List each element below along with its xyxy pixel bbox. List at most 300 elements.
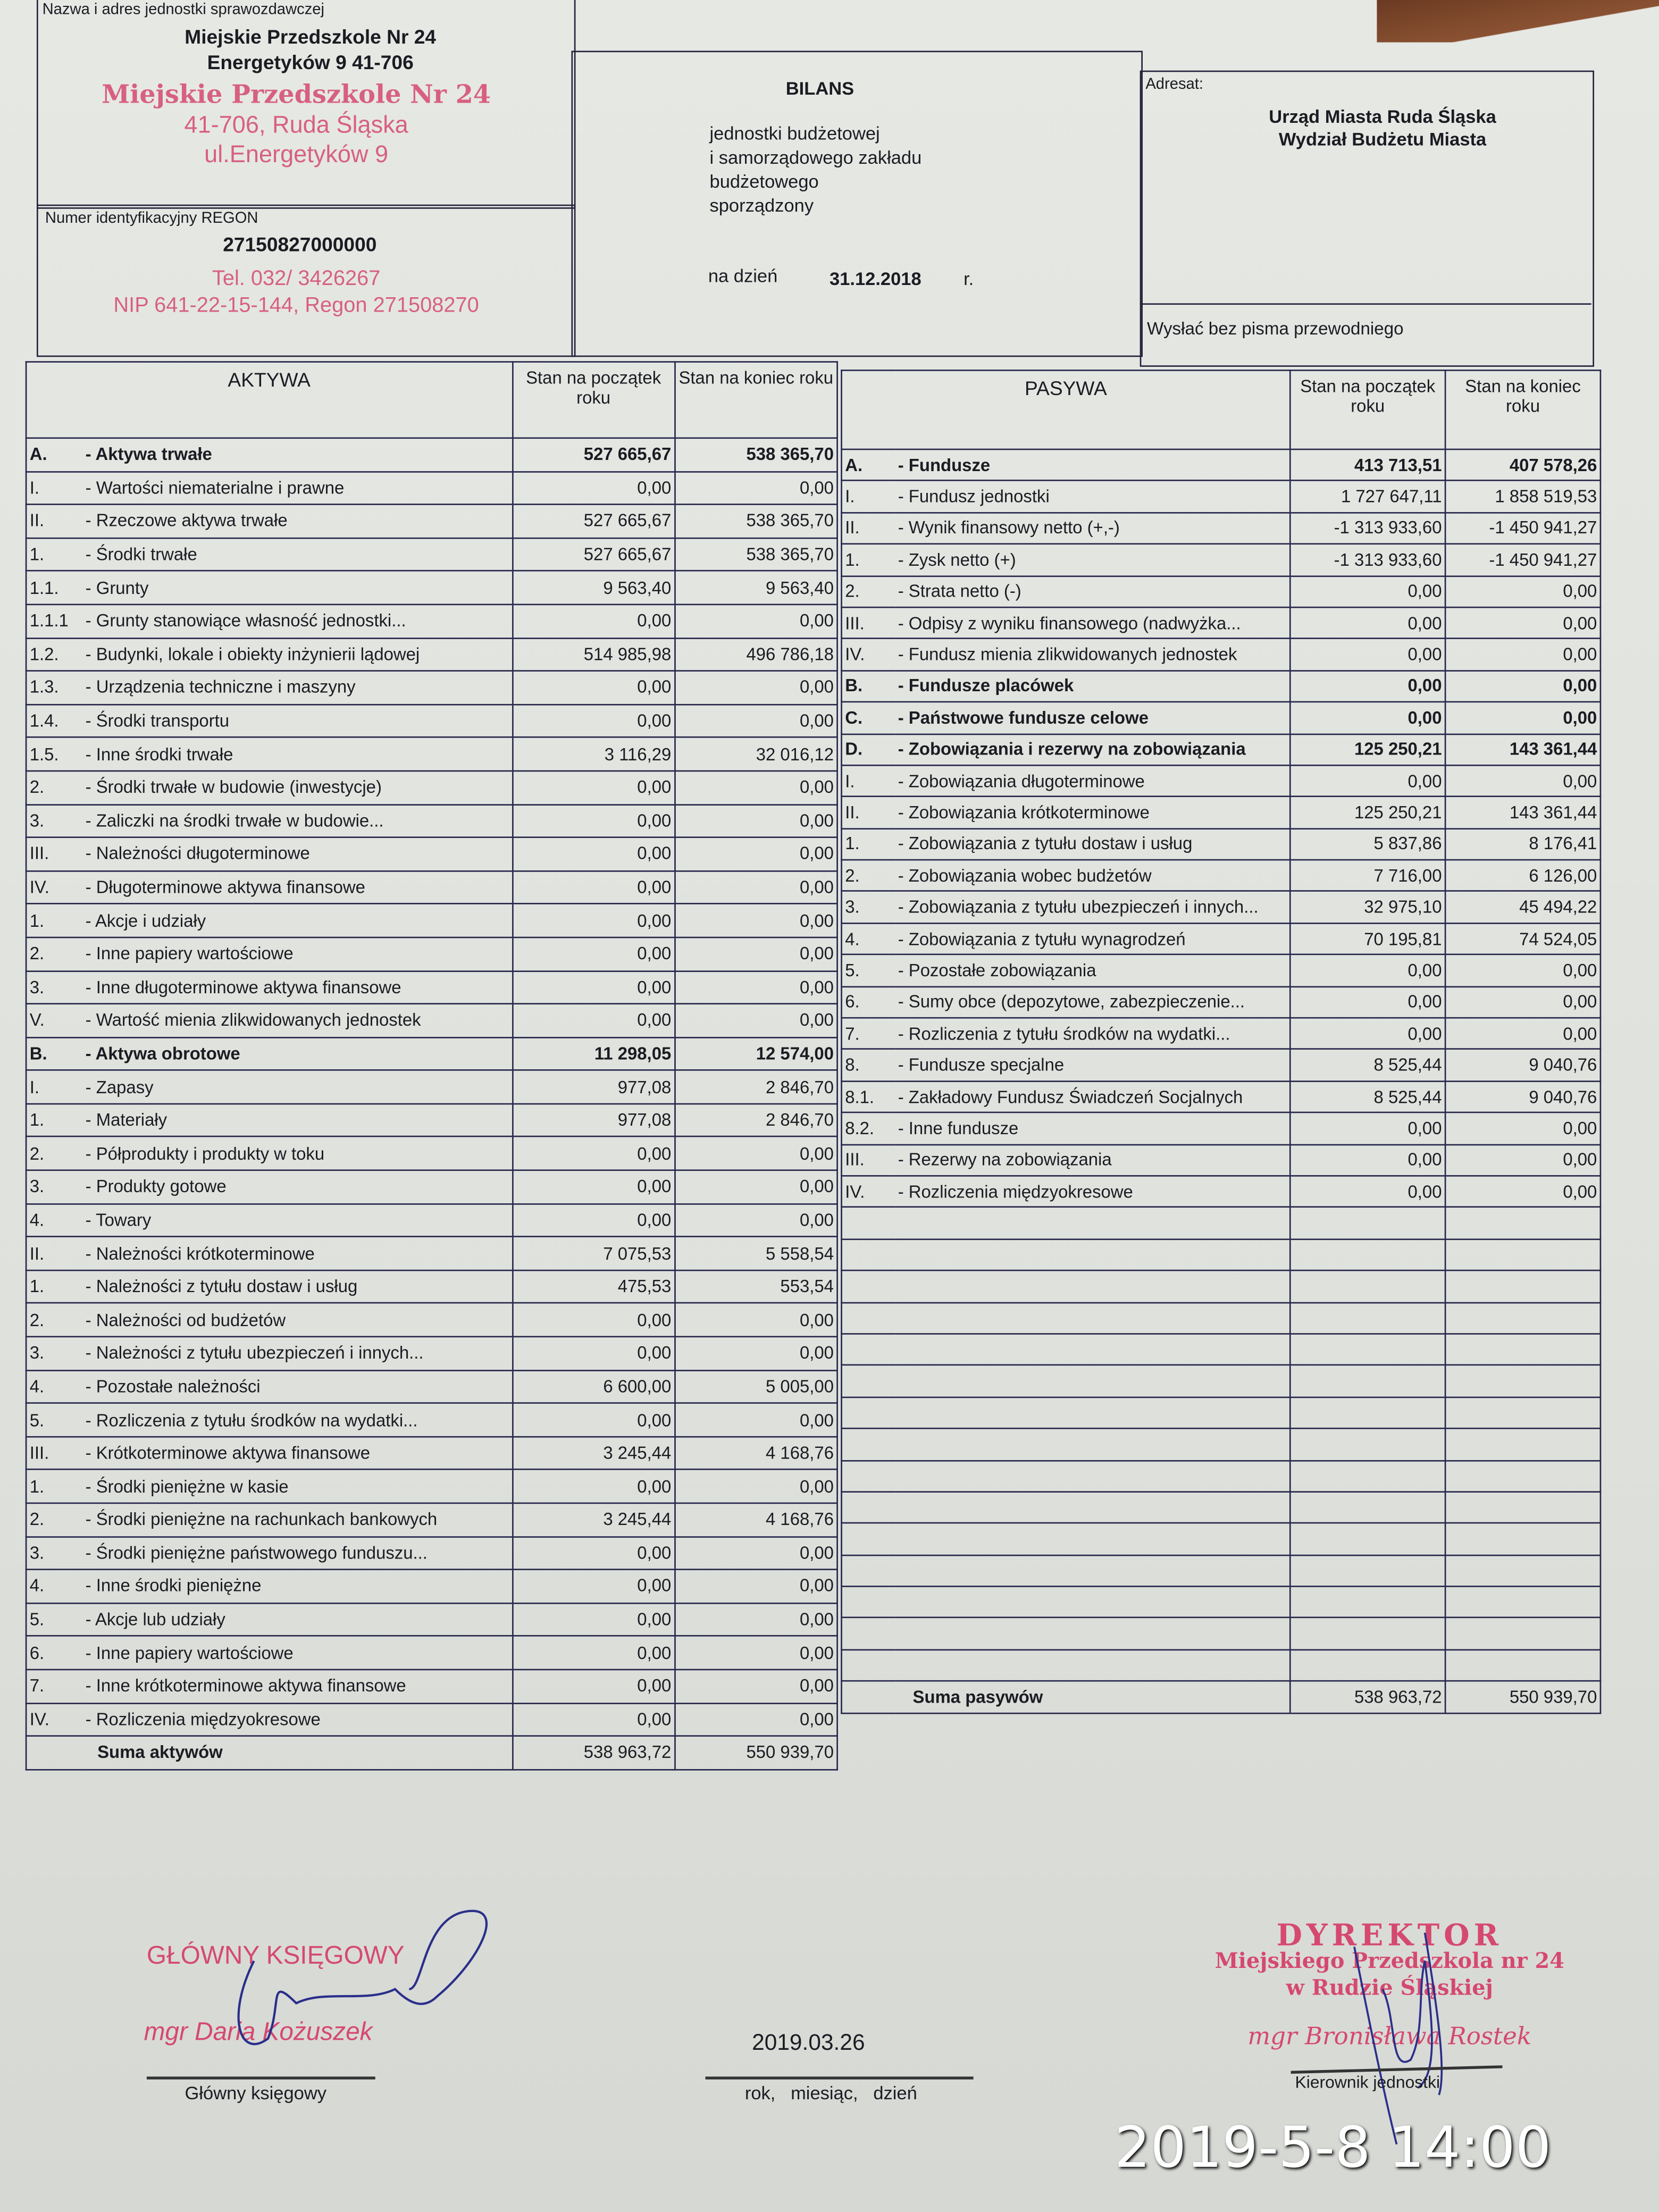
empty-cell [1445, 1555, 1601, 1586]
row-label: - Pozostałe zobowiązania [895, 954, 1290, 986]
row-end-value: 1 858 519,53 [1445, 481, 1601, 512]
row-code: B. [842, 671, 895, 702]
table-row [842, 576, 1601, 607]
empty-cell [842, 1555, 1291, 1586]
background-wood [1377, 0, 1659, 43]
empty-cell [1290, 1555, 1445, 1586]
empty-cell [1445, 1523, 1601, 1555]
row-code: IV. [842, 639, 895, 670]
table-row [842, 1144, 1601, 1176]
document-title: BILANS [785, 77, 854, 99]
row-code: 8.2. [842, 1113, 895, 1144]
row-label: - Rezerwy na zobowiązania [895, 1144, 1290, 1176]
director-label: Kierownik jednostki [1295, 2072, 1440, 2092]
row-label: - Aktywa trwałe [82, 438, 512, 472]
table-row [26, 1670, 837, 1703]
row-code: V. [26, 1004, 82, 1037]
table-row [842, 1050, 1601, 1081]
table-row [26, 1237, 837, 1270]
row-label: - Sumy obce (depozytowe, zabezpieczenie... [895, 986, 1290, 1018]
accountant-signature-icon [212, 1905, 508, 2060]
row-end-value: 9 563,40 [675, 571, 837, 605]
table-row [26, 1703, 837, 1736]
row-start-value: 475,53 [512, 1270, 675, 1304]
date-label: rok, miesiąc, dzień [744, 2082, 917, 2104]
row-end-value: 496 786,18 [675, 638, 837, 671]
row-label: - Zaliczki na środki trwałe w budowie... [82, 804, 512, 837]
table-row [26, 1137, 837, 1170]
row-end-value: 45 494,22 [1445, 892, 1601, 923]
liabilities-table [841, 370, 1601, 1713]
empty-row [842, 1649, 1601, 1681]
empty-row [842, 1460, 1601, 1492]
row-start-value: 0,00 [512, 471, 675, 505]
row-start-value: 0,00 [1290, 576, 1445, 607]
row-code: III. [842, 607, 895, 639]
row-code: 4. [842, 923, 895, 954]
empty-cell [1290, 1429, 1445, 1460]
subtitle-line: budżetowego [709, 171, 819, 192]
table-row [26, 1270, 837, 1304]
row-end-value: 143 361,44 [1445, 797, 1601, 828]
row-end-value: 0,00 [1445, 576, 1601, 607]
empty-cell [1290, 1302, 1445, 1334]
row-code: 3. [26, 970, 82, 1004]
row-code: 8. [842, 1050, 895, 1081]
row-label: - Zobowiązania długoterminowe [895, 765, 1290, 797]
row-label: - Zapasy [82, 1070, 512, 1104]
report-date: 31.12.2018 [830, 268, 921, 289]
table-row [842, 765, 1601, 797]
table-row [842, 449, 1601, 481]
row-end-value: 0,00 [1445, 765, 1601, 797]
row-label: - Wartość mienia zlikwidowanych jednostek [82, 1004, 512, 1037]
assets-col-start: Stan na początek roku [512, 362, 675, 438]
row-code: 2. [26, 1137, 82, 1170]
accountant-signature-line [147, 2076, 375, 2079]
liabilities-col-start: Stan na początek roku [1290, 370, 1445, 449]
row-code: 1. [26, 1270, 82, 1304]
date-signature-line [706, 2076, 974, 2079]
row-code: II. [26, 1237, 82, 1270]
empty-cell [1290, 1587, 1445, 1618]
row-code: 1.4. [26, 705, 82, 738]
stamp-line: ul.Energetyków 9 [204, 141, 389, 168]
empty-cell [1445, 1397, 1601, 1428]
date-suffix: r. [963, 268, 974, 289]
row-label: - Rozliczenia z tytułu środków na wydatki... [895, 1018, 1290, 1049]
row-label: - Fundusze [895, 449, 1290, 481]
row-end-value: 2 846,70 [675, 1104, 837, 1137]
row-start-value: 70 195,81 [1290, 923, 1445, 954]
unit-stamp-contact [56, 265, 536, 319]
row-end-value: 538 365,70 [675, 505, 837, 538]
table-row [842, 544, 1601, 575]
empty-row [842, 1334, 1601, 1365]
row-code: 2. [26, 1503, 82, 1537]
empty-cell [1445, 1649, 1601, 1681]
row-label: - Produkty gotowe [82, 1170, 512, 1204]
table-row [842, 797, 1601, 828]
row-code: 2. [842, 860, 895, 891]
row-code: A. [842, 449, 895, 481]
row-start-value: 0,00 [512, 1470, 675, 1503]
row-start-value: 0,00 [512, 937, 675, 971]
row-end-value: 12 574,00 [675, 1037, 837, 1071]
row-label: - Pozostałe należności [82, 1370, 512, 1403]
empty-cell [1290, 1649, 1445, 1681]
row-start-value: 0,00 [512, 1403, 675, 1437]
row-code: III. [26, 1437, 82, 1470]
empty-cell [1445, 1587, 1601, 1618]
row-end-value: 0,00 [675, 804, 837, 837]
table-row [842, 954, 1601, 986]
liabilities-header: PASYWA [842, 370, 1291, 449]
row-start-value: 0,00 [1290, 607, 1445, 639]
divider [1140, 303, 1591, 305]
table-row [26, 1037, 837, 1071]
table-row [842, 1176, 1601, 1207]
table-row [26, 937, 837, 971]
row-code: 1. [842, 544, 895, 575]
row-label: - Należności od budżetów [82, 1303, 512, 1337]
assets-table [26, 361, 838, 1770]
empty-row [842, 1618, 1601, 1649]
row-label: - Akcje lub udziały [82, 1603, 512, 1637]
row-start-value: 514 985,98 [512, 638, 675, 671]
row-end-value: 0,00 [1445, 1144, 1601, 1176]
empty-cell [842, 1302, 1291, 1334]
row-end-value: 0,00 [675, 1170, 837, 1204]
row-code: 4. [26, 1370, 82, 1403]
table-row [26, 771, 837, 805]
row-label: - Inne krótkoterminowe aktywa finansowe [82, 1670, 512, 1703]
row-start-value: 7 075,53 [512, 1237, 675, 1270]
row-label: - Rzeczowe aktywa trwałe [82, 505, 512, 538]
table-row [842, 702, 1601, 733]
row-end-value: 9 040,76 [1445, 1081, 1601, 1112]
row-label: - Należności z tytułu dostaw i usług [82, 1270, 512, 1304]
row-end-value: 0,00 [675, 1670, 837, 1703]
photo-timestamp: 2019-5-8 14:00 [1114, 2116, 1552, 2181]
regon-value: 27150827000000 [223, 232, 377, 256]
row-start-value: 527 665,67 [512, 538, 675, 572]
signature-date: 2019.03.26 [752, 2031, 865, 2056]
table-row [26, 738, 837, 771]
addressee [1199, 106, 1566, 151]
regon-label: Numer identyfikacyjny REGON [45, 210, 258, 228]
table-row [842, 671, 1601, 702]
table-row [26, 505, 837, 538]
table-row [26, 1603, 837, 1637]
document-subtitle [710, 121, 922, 217]
empty-row [842, 1208, 1601, 1239]
empty-cell [842, 1397, 1291, 1428]
row-end-value: 0,00 [675, 671, 837, 705]
row-end-value: 0,00 [675, 605, 837, 638]
row-code: 2. [26, 937, 82, 971]
row-label: - Należności długoterminowe [82, 837, 512, 871]
total-row [842, 1681, 1601, 1713]
row-end-value: 0,00 [1445, 702, 1601, 733]
row-end-value: 0,00 [675, 904, 837, 937]
stamp-line: Miejskiego Przedszkola nr 24 [1214, 1948, 1564, 1974]
row-code: 5. [26, 1403, 82, 1437]
table-row [26, 1070, 837, 1104]
row-start-value: 0,00 [512, 705, 675, 738]
row-start-value: 0,00 [1290, 671, 1445, 702]
row-end-value: 0,00 [675, 837, 837, 871]
row-label: - Środki pieniężne w kasie [82, 1470, 512, 1503]
empty-cell [1290, 1460, 1445, 1492]
table-row [26, 837, 837, 871]
table-row [26, 1170, 837, 1204]
table-row [26, 1437, 837, 1470]
send-note: Wysłać bez pisma przewodniego [1146, 319, 1404, 339]
total-end-value: 550 939,70 [675, 1736, 837, 1770]
row-start-value: 0,00 [1290, 954, 1445, 986]
empty-cell [842, 1460, 1291, 1492]
row-label: - Zobowiązania wobec budżetów [895, 860, 1290, 891]
row-start-value: 1 727 647,11 [1290, 481, 1445, 512]
table-row [26, 804, 837, 837]
row-end-value: 0,00 [675, 970, 837, 1004]
empty-cell [842, 1429, 1291, 1460]
row-code: 3. [26, 1170, 82, 1204]
row-start-value: 125 250,21 [1290, 734, 1445, 765]
row-start-value: 527 665,67 [512, 505, 675, 538]
table-row [26, 871, 837, 904]
row-end-value: 9 040,76 [1445, 1050, 1601, 1081]
row-label: - Państwowe fundusze celowe [895, 702, 1290, 733]
stamp-line: Tel. 032/ 3426267 [212, 266, 381, 291]
row-label: - Rozliczenia międzyokresowe [895, 1176, 1290, 1207]
row-code: 3. [842, 892, 895, 923]
row-code: III. [842, 1144, 895, 1176]
empty-cell [1290, 1492, 1445, 1523]
row-label: - Zobowiązania krótkoterminowe [895, 797, 1290, 828]
row-end-value: 538 365,70 [675, 438, 837, 472]
row-start-value: 0,00 [1290, 1144, 1445, 1176]
empty-cell [842, 1239, 1291, 1270]
row-start-value: 3 245,44 [512, 1503, 675, 1537]
row-label: - Krótkoterminowe aktywa finansowe [82, 1437, 512, 1470]
row-start-value: 0,00 [512, 1004, 675, 1037]
total-label: Suma pasywów [842, 1681, 1291, 1713]
table-row [842, 513, 1601, 544]
subtitle-line: jednostki budżetowej [709, 122, 880, 144]
row-start-value: 527 665,67 [512, 438, 675, 472]
row-start-value: 0,00 [512, 1536, 675, 1570]
accountant-stamp-name: mgr Daria Kożuszek [144, 2017, 373, 2046]
table-row [26, 904, 837, 937]
row-end-value: 0,00 [675, 705, 837, 738]
table-row [26, 970, 837, 1004]
row-end-value: 0,00 [1445, 986, 1601, 1018]
row-start-value: 0,00 [512, 1337, 675, 1370]
row-code: 8.1. [842, 1081, 895, 1112]
row-start-value: 0,00 [1290, 702, 1445, 733]
table-row [842, 639, 1601, 670]
row-label: - Grunty stanowiące własność jednostki... [82, 605, 512, 638]
addressee-line: Urząd Miasta Ruda Śląska [1269, 105, 1496, 127]
table-row [26, 1370, 837, 1403]
unit-name: Miejskie Przedszkole Nr 24 [185, 25, 437, 48]
row-code: 6. [26, 1636, 82, 1670]
stamp-line: 41-706, Ruda Śląska [184, 111, 408, 139]
empty-cell [1290, 1523, 1445, 1555]
row-end-value: 0,00 [675, 1137, 837, 1170]
row-end-value: 0,00 [675, 1603, 837, 1637]
empty-row [842, 1397, 1601, 1428]
row-code: 1.1. [26, 571, 82, 605]
row-end-value: 407 578,26 [1445, 449, 1601, 481]
row-code: 1.1.1 [26, 605, 82, 638]
row-label: - Grunty [82, 571, 512, 605]
row-label: - Rozliczenia z tytułu środków na wydatki... [82, 1403, 512, 1437]
empty-cell [1445, 1239, 1601, 1270]
stamp-line: NIP 641-22-15-144, Regon 271508270 [113, 293, 479, 317]
empty-cell [842, 1523, 1291, 1555]
row-start-value: 0,00 [512, 871, 675, 904]
row-start-value: 0,00 [512, 970, 675, 1004]
row-label: - Aktywa obrotowe [82, 1037, 512, 1071]
empty-row [842, 1555, 1601, 1586]
row-start-value: 5 837,86 [1290, 828, 1445, 860]
row-code: 3. [26, 804, 82, 837]
empty-cell [1445, 1618, 1601, 1649]
row-label: - Inne środki pieniężne [82, 1570, 512, 1603]
row-label: - Inne papiery wartościowe [82, 1636, 512, 1670]
row-label: - Zakładowy Fundusz Świadczeń Socjalnych [895, 1081, 1290, 1112]
row-start-value: 0,00 [512, 1636, 675, 1670]
row-start-value: 0,00 [512, 1703, 675, 1736]
table-row [26, 438, 837, 472]
row-label: - Zysk netto (+) [895, 544, 1290, 575]
row-start-value: 0,00 [512, 1170, 675, 1204]
row-label: - Środki trwałe [82, 538, 512, 572]
total-row [26, 1736, 837, 1770]
row-start-value: 0,00 [512, 837, 675, 871]
row-label: - Inne fundusze [895, 1113, 1290, 1144]
row-end-value: 0,00 [675, 1204, 837, 1237]
row-start-value: 11 298,05 [512, 1037, 675, 1071]
row-end-value: -1 450 941,27 [1445, 544, 1601, 575]
row-label: - Inne środki trwałe [82, 738, 512, 771]
liabilities-col-end: Stan na koniec roku [1445, 370, 1601, 449]
row-code: 1.2. [26, 638, 82, 671]
row-label: - Środki pieniężne na rachunkach bankowych [82, 1503, 512, 1537]
table-row [26, 571, 837, 605]
row-label: - Strata netto (-) [895, 576, 1290, 607]
row-code: 1. [26, 1470, 82, 1503]
row-start-value: 3 245,44 [512, 1437, 675, 1470]
unit-address: Energetyków 9 41-706 [207, 51, 414, 73]
row-label: - Fundusze placówek [895, 671, 1290, 702]
stamp-line: w Rudzie Śląskiej [1286, 1975, 1493, 2001]
stamp-line: Miejskie Przedszkole Nr 24 [102, 80, 491, 110]
row-start-value: 0,00 [512, 1137, 675, 1170]
row-start-value: 7 716,00 [1290, 860, 1445, 891]
row-label: - Wynik finansowy netto (+,-) [895, 513, 1290, 544]
row-start-value: 9 563,40 [512, 571, 675, 605]
empty-cell [842, 1587, 1291, 1618]
empty-cell [1290, 1334, 1445, 1365]
row-label: - Należności z tytułu ubezpieczeń i innych... [82, 1337, 512, 1370]
row-end-value: 0,00 [675, 771, 837, 805]
row-code: I. [842, 765, 895, 797]
row-end-value: 0,00 [675, 1004, 837, 1037]
row-label: - Towary [82, 1204, 512, 1237]
row-label: - Środki trwałe w budowie (inwestycje) [82, 771, 512, 805]
table-row [842, 892, 1601, 923]
row-end-value: 0,00 [675, 1636, 837, 1670]
table-row [26, 1204, 837, 1237]
empty-cell [842, 1649, 1291, 1681]
row-end-value: 4 168,76 [675, 1437, 837, 1470]
row-start-value: 0,00 [1290, 1113, 1445, 1144]
row-end-value: 4 168,76 [675, 1503, 837, 1537]
table-row [842, 828, 1601, 860]
table-row [842, 986, 1601, 1018]
row-end-value: 553,54 [675, 1270, 837, 1304]
empty-cell [842, 1618, 1291, 1649]
row-end-value: -1 450 941,27 [1445, 513, 1601, 544]
accountant-label: Główny księgowy [185, 2082, 327, 2104]
row-end-value: 0,00 [1445, 671, 1601, 702]
row-end-value: 0,00 [675, 1303, 837, 1337]
empty-cell [1290, 1239, 1445, 1270]
row-label: - Inne papiery wartościowe [82, 937, 512, 971]
subtitle-line: i samorządowego zakładu [709, 146, 922, 168]
table-row [26, 1503, 837, 1537]
row-code: 1.3. [26, 671, 82, 705]
empty-row [842, 1239, 1601, 1270]
row-end-value: 74 524,05 [1445, 923, 1601, 954]
row-start-value: 0,00 [512, 671, 675, 705]
row-code: II. [26, 505, 82, 538]
row-end-value: 0,00 [1445, 954, 1601, 986]
empty-cell [1290, 1618, 1445, 1649]
row-code: 2. [26, 771, 82, 805]
row-end-value: 0,00 [1445, 1018, 1601, 1049]
row-end-value: 5 558,54 [675, 1237, 837, 1270]
row-label: - Półprodukty i produkty w toku [82, 1137, 512, 1170]
empty-cell [1445, 1208, 1601, 1239]
row-code: 7. [842, 1018, 895, 1049]
table-row [842, 1113, 1601, 1144]
assets-header: AKTYWA [26, 362, 512, 438]
row-start-value: 0,00 [512, 1303, 675, 1337]
row-start-value: 0,00 [512, 1670, 675, 1703]
table-row [26, 1004, 837, 1037]
table-row [842, 607, 1601, 639]
empty-row [842, 1429, 1601, 1460]
empty-cell [1290, 1365, 1445, 1397]
row-start-value: 0,00 [512, 771, 675, 805]
row-code: 1.5. [26, 738, 82, 771]
row-code: 5. [26, 1603, 82, 1637]
unit-label: Nazwa i adres jednostki sprawozdawczej [42, 1, 325, 19]
row-start-value: 8 525,44 [1290, 1050, 1445, 1081]
row-code: 7. [26, 1670, 82, 1703]
row-start-value: 977,08 [512, 1070, 675, 1104]
table-row [842, 1018, 1601, 1049]
empty-row [842, 1271, 1601, 1302]
empty-cell [842, 1271, 1291, 1302]
row-label: - Należności krótkoterminowe [82, 1237, 512, 1270]
row-end-value: 0,00 [675, 1536, 837, 1570]
